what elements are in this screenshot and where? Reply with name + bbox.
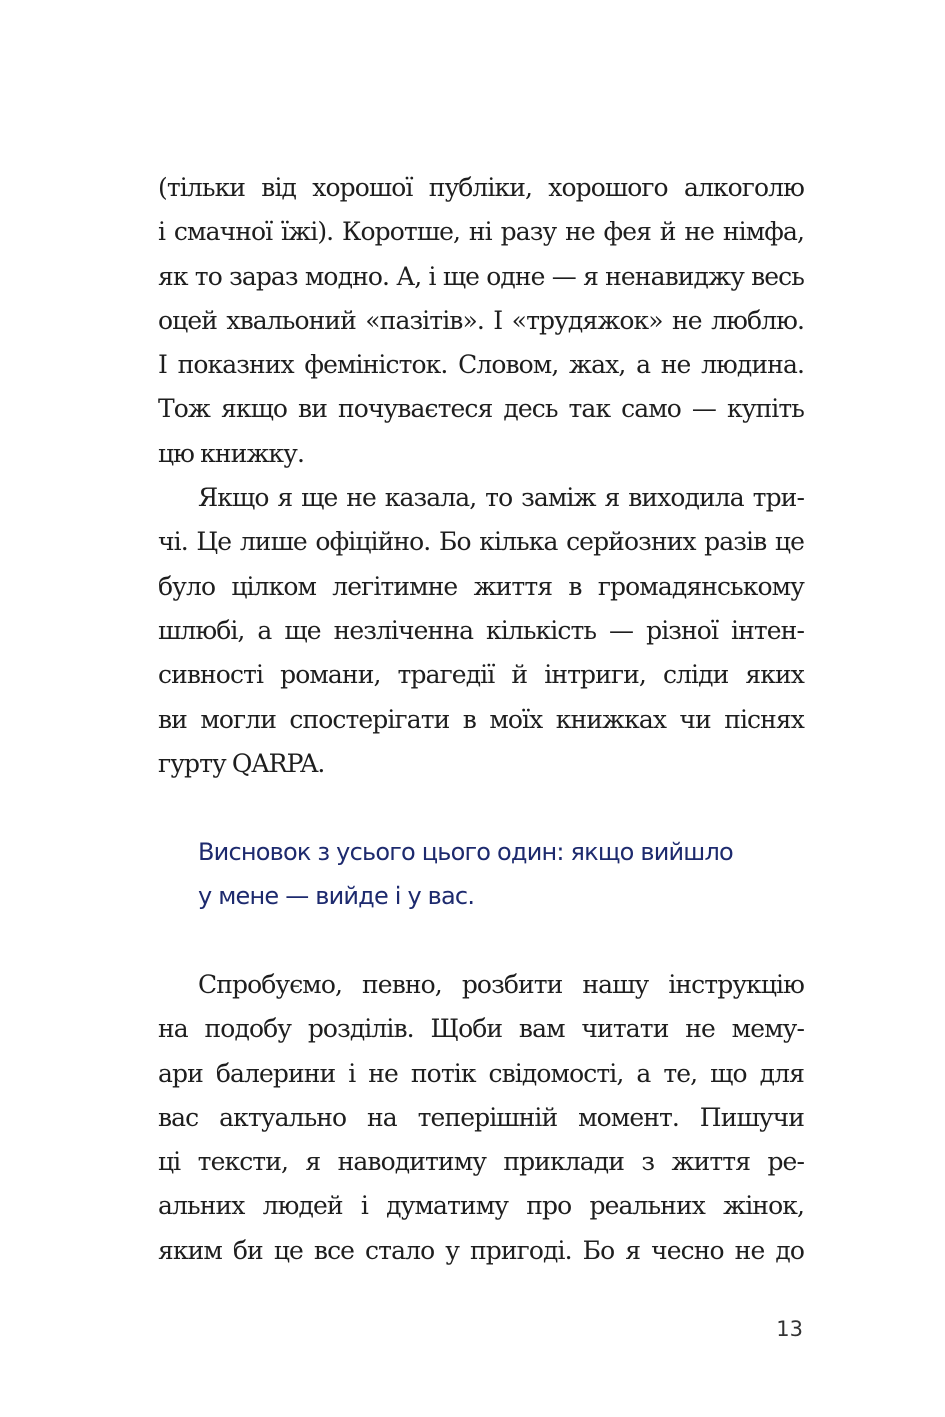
text-line: чі. Це лише офіційно. Бо кілька серйозних разів це xyxy=(158,527,804,557)
text-line: оцей хвальоний «пазітів». І «трудяжок» не люблю. xyxy=(158,305,804,335)
text-line: ці тексти, я наводитиму приклади з життя ре- xyxy=(158,1147,804,1177)
text-line: на подобу розділів. Щоби вам читати не мему- xyxy=(158,1014,804,1044)
text-line: (тільки від хорошої публіки, хорошого алкоголю xyxy=(158,173,804,202)
text-line: ари балерини і не потік свідомості, а те, що для xyxy=(158,1058,804,1088)
text-line: ви могли спостерігати в моїх книжках чи піснях xyxy=(158,704,804,734)
paragraph-2 xyxy=(158,476,804,786)
text-line: цю книжку. xyxy=(158,438,305,468)
text-line: І показних феміністок. Словом, жах, а не людина. xyxy=(158,350,804,380)
text-line: і смачної їжі). Коротше, ні разу не фея й не німфа, xyxy=(158,217,804,247)
text-line: Тож якщо ви почуваєтеся десь так само — купіть xyxy=(158,394,804,424)
text-line: альних людей і думатиму про реальних жінок, xyxy=(158,1191,804,1221)
paragraph-1 xyxy=(158,166,804,476)
text-line: шлюбі, а ще незліченна кількість — різної інтен- xyxy=(158,615,804,645)
text-line: було цілком легітимне життя в громадянському xyxy=(158,571,804,601)
text-line: яким би це все стало у пригоді. Бо я чесно не до xyxy=(158,1235,804,1265)
text-line: вас актуально на теперішній момент. Пишучи xyxy=(158,1102,804,1132)
text-line: сивності романи, трагедії й інтриги, сліди яких xyxy=(158,660,804,690)
pull-quote-line: Висновок з усього цього один: якщо вийшло xyxy=(198,838,733,866)
page-number: 13 xyxy=(776,1317,803,1341)
pull-quote-line: у мене — вийде і у вас. xyxy=(198,882,475,910)
paragraph-3 xyxy=(158,963,804,1273)
text-line: Спробуємо, певно, розбити нашу інструкцію xyxy=(198,970,804,999)
text-line: гурту QARPA. xyxy=(158,748,325,778)
body-text-top xyxy=(158,166,804,786)
body-text-bottom xyxy=(158,963,804,1273)
pull-quote xyxy=(198,830,818,918)
text-line: як то зараз модно. А, і ще одне — я ненавиджу весь xyxy=(158,261,804,291)
text-line: Якщо я ще не казала, то заміж я виходила три- xyxy=(198,483,804,513)
